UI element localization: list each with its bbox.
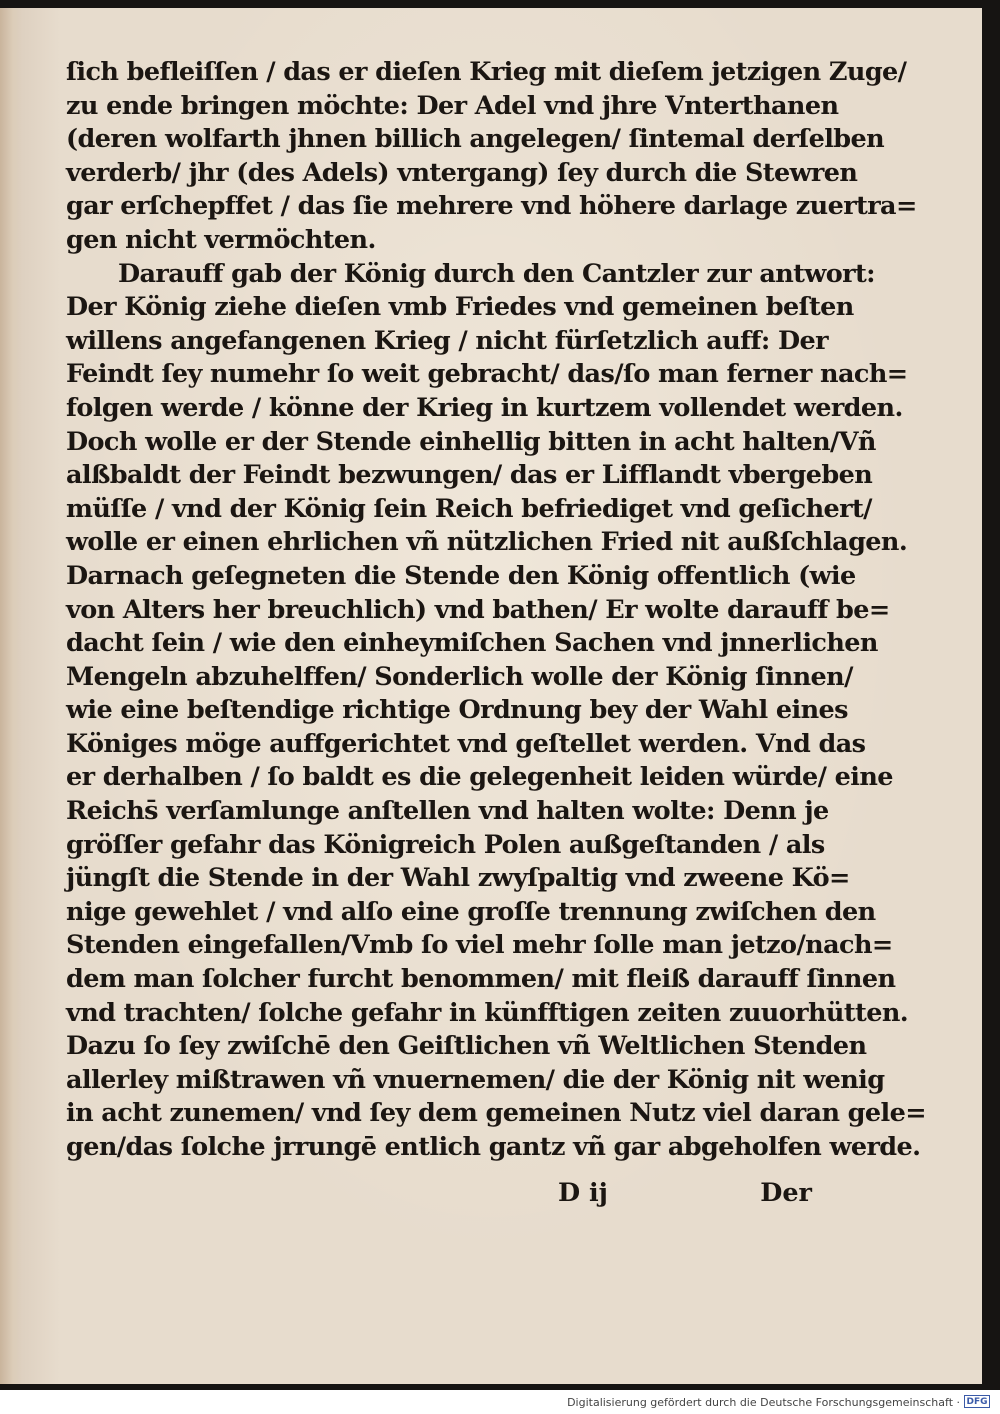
text-line: müſſe / vnd der König ſein Reich befriediget vnd geſichert/ xyxy=(66,493,872,524)
text-line: gen/das ſolche jrrungē entlich gantz vñ gar abgeholfen werde. xyxy=(66,1132,921,1162)
catchword: Der xyxy=(760,1178,812,1208)
text-line: wie eine beſtendige richtige Ordnung bey der Wahl eines xyxy=(66,695,848,726)
dfg-logo: DFG xyxy=(964,1395,990,1408)
text-line: Der König ziehe dieſen vmb Friedes vnd gemeinen beſten xyxy=(66,292,854,323)
text-line: willens angefangenen Krieg / nicht fürſetzlich auff: Der xyxy=(66,325,828,356)
text-line: jüngſt die Stende in der Wahl zwyſpaltig vnd zweene Kö= xyxy=(66,863,850,894)
text-line: Feindt ſey numehr ſo weit gebracht/ das/ſo man ferner nach= xyxy=(66,359,908,390)
text-line: gen nicht vermöchten. xyxy=(66,224,376,255)
paragraph-start-line: Darauff gab der König durch den Cantzler zur antwort: xyxy=(118,258,875,289)
text-line: alßbaldt der Feindt bezwungen/ das er Lifflandt vbergeben xyxy=(66,460,873,491)
text-line: Darnach geſegneten die Stende den König offentlich (wie xyxy=(66,560,856,591)
page-gutter xyxy=(0,8,22,1384)
text-line: nige gewehlet / vnd alſo eine groſſe trennung zwiſchen den xyxy=(66,896,876,927)
page-footer xyxy=(66,1178,816,1214)
text-line: allerley mißtrawen vñ vnuernemen/ die der König nit wenig xyxy=(66,1064,885,1095)
signature-mark: D ij xyxy=(558,1178,608,1208)
text-line: vnd trachten/ ſolche gefahr in künfftigen zeiten zuuorhütten. xyxy=(66,997,909,1028)
text-line: (deren wolfarth jhnen billich angelegen/ ſintemal derſelben xyxy=(66,124,885,155)
credit-bar xyxy=(0,1390,1000,1414)
text-line: gröſſer gefahr das Königreich Polen außgeſtanden / als xyxy=(66,829,825,860)
text-line: verderb/ jhr (des Adels) vntergang) ſey durch die Stewren xyxy=(66,157,858,188)
text-line: er derhalben / ſo baldt es die gelegenheit leiden würde/ eine xyxy=(66,762,893,793)
text-line: Königes möge auffgerichtet vnd geſtellet werden. Vnd das xyxy=(66,728,866,759)
text-line: gar erſchepffet / das ſie mehrere vnd höhere darlage zuertra= xyxy=(66,191,917,222)
text-line: Doch wolle er der Stende einhellig bitten in acht halten/Vñ xyxy=(66,426,876,457)
text-line: Reichs̄ verſamlunge anſtellen vnd halten wolte: Denn je xyxy=(66,796,829,827)
text-line: zu ende bringen möchte: Der Adel vnd jhre Vnterthanen xyxy=(66,90,839,121)
text-line: in acht zunemen/ vnd ſey dem gemeinen Nutz viel daran gele= xyxy=(66,1098,927,1129)
text-line: folgen werde / könne der Krieg in kurtzem vollendet werden. xyxy=(66,392,903,423)
text-line: von Alters her breuchlich) vnd bathen/ Er wolte darauff be= xyxy=(66,594,890,625)
text-line: ſich befleiſſen / das er dieſen Krieg mit dieſem jetzigen Zuge/ xyxy=(66,57,907,87)
text-line: Dazu ſo ſey zwiſchē den Geiſtlichen vñ Weltlichen Stenden xyxy=(66,1031,867,1062)
text-line: dacht ſein / wie den einheymiſchen Sachen vnd jnnerlichen xyxy=(66,628,878,659)
text-line: wolle er einen ehrlichen vñ nützlichen Fried nit außſchlagen. xyxy=(66,527,908,558)
body-text xyxy=(66,56,927,1165)
page-paper xyxy=(0,8,982,1384)
text-line: dem man ſolcher furcht benommen/ mit fleiß darauff ſinnen xyxy=(66,964,896,995)
text-line: Mengeln abzuhelffen/ Sonderlich wolle der König ſinnen/ xyxy=(66,661,853,692)
funding-credit: Digitalisierung gefördert durch die Deutsche Forschungsgemeinschaft · xyxy=(567,1396,960,1409)
text-line: Stenden eingefallen/Vmb ſo viel mehr ſolle man jetzo/nach= xyxy=(66,930,893,961)
